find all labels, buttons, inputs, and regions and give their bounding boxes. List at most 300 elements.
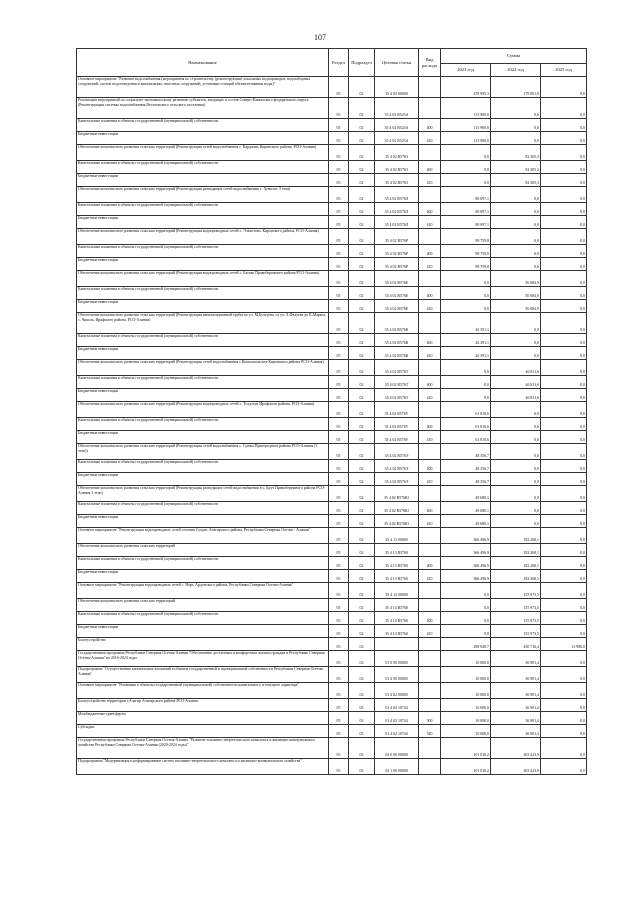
row-name: Бюджетные инвестиции [77, 473, 329, 486]
row-target-article: 35 4 14 R5760 [375, 625, 419, 638]
row-target-article: 35 4 02 R576Л [375, 203, 419, 216]
row-sum-2025: 0,0 [541, 599, 587, 612]
row-target-article: 35 4 02 R576К [375, 313, 419, 334]
row-subsection: 02 [349, 258, 375, 271]
row-sum-2023: 0,0 [441, 360, 491, 376]
row-subsection: 02 [349, 583, 375, 599]
row-sum-2025: 0,0 [541, 271, 587, 287]
row-name: Капитальные вложения в объекты государственной (муниципальной) собственности [77, 334, 329, 347]
row-target-article: 35 4 02 R576Ю [375, 486, 419, 502]
row-subsection: 02 [349, 515, 375, 528]
row-section: 05 [329, 712, 349, 725]
row-name: Капитальные вложения в объекты государственной (муниципальной) собственности [77, 460, 329, 473]
table-row [77, 683, 587, 699]
row-subsection: 02 [349, 502, 375, 515]
row-target-article: 35 4 13 R5760 [375, 557, 419, 570]
table-row [77, 216, 587, 229]
row-expense-type [419, 638, 441, 651]
table-row [77, 245, 587, 258]
row-sum-2023: 478 995,3 [441, 77, 491, 98]
row-sum-2024: 0,0 [491, 444, 541, 460]
row-sum-2025: 0,0 [541, 460, 587, 473]
row-name: Основное мероприятие "Вложения в объекты государственной (муниципальной) собственности капитального и текущего характера" [77, 683, 329, 699]
row-name: Бюджетные инвестиции [77, 625, 329, 638]
row-section: 05 [329, 557, 349, 570]
row-sum-2025: 0,0 [541, 174, 587, 187]
row-sum-2025: 0,0 [541, 444, 587, 460]
table-row [77, 599, 587, 612]
table-row [77, 145, 587, 161]
row-sum-2025: 0,0 [541, 161, 587, 174]
row-name: Межбюджетные трансферты [77, 712, 329, 725]
row-sum-2025: 0,0 [541, 300, 587, 313]
row-sum-2024: 82 305,3 [491, 145, 541, 161]
row-subsection: 02 [349, 402, 375, 418]
row-expense-type: 410 [419, 174, 441, 187]
row-subsection: 03 [349, 667, 375, 683]
row-sum-2023: 113 900,0 [441, 98, 491, 119]
row-section: 05 [329, 271, 349, 287]
row-sum-2024: 155 973,5 [491, 625, 541, 638]
row-sum-2024: 0,0 [491, 418, 541, 431]
row-name: Основное мероприятие "Развитие водоснабжения (мероприятия по строительству (реконструкции) локальных водопроводов, водозаборных сооружений, систем водоотведения и канализации, очистных сооружений, установки станций обезжелезивания воды)" [77, 77, 329, 98]
row-sum-2025: 13 986,0 [541, 638, 587, 651]
row-section: 05 [329, 759, 349, 775]
row-sum-2025: 0,0 [541, 544, 587, 557]
header-sum: Сумма [441, 49, 587, 64]
row-name: Капитальные вложения в объекты государственной (муниципальной) собственности [77, 376, 329, 389]
header-2024: 2024 год [491, 64, 541, 77]
row-section: 05 [329, 313, 349, 334]
row-sum-2023: 10 000,0 [441, 712, 491, 725]
row-expense-type: 400 [419, 502, 441, 515]
row-sum-2025: 0,0 [541, 725, 587, 738]
table-row [77, 570, 587, 583]
row-name: Обеспечение комплексного развития сельских территорий (Реконструкция сетей водоснабжения с. Карджин, Кировского района, РСО-Алания) [77, 145, 329, 161]
row-sum-2025: 0,0 [541, 347, 587, 360]
row-target-article: 35 4 02 R576К [375, 334, 419, 347]
row-expense-type [419, 402, 441, 418]
table-row [77, 418, 587, 431]
row-sum-2024: 0,0 [491, 245, 541, 258]
row-section: 05 [329, 725, 349, 738]
row-name: Капитальные вложения в объекты государственной (муниципальной) собственности [77, 612, 329, 625]
row-name: Обеспечение комплексного развития сельских территорий (Реконструкция разводящих сетей водоснабжения с. Хумалаг, 3 этап) [77, 187, 329, 203]
row-sum-2023: 61 810,6 [441, 418, 491, 431]
table-row [77, 759, 587, 775]
row-target-article: 35 4 02 R576К [375, 347, 419, 360]
row-sum-2024: 203 423,9 [491, 738, 541, 759]
row-sum-2024: 203 423,9 [491, 759, 541, 775]
row-section: 05 [329, 528, 349, 544]
row-target-article: 35 4 02 R576Е [375, 287, 419, 300]
row-target-article: 35 4 02 R576Т [375, 360, 419, 376]
row-expense-type [419, 271, 441, 287]
row-sum-2025: 0,0 [541, 187, 587, 203]
row-subsection: 02 [349, 528, 375, 544]
row-expense-type: 400 [419, 161, 441, 174]
table-row [77, 389, 587, 402]
row-sum-2023: 26 391,1 [441, 347, 491, 360]
row-target-article: 35 4 14 R5760 [375, 612, 419, 625]
row-subsection: 02 [349, 599, 375, 612]
row-sum-2024: 0,0 [491, 431, 541, 444]
table-row [77, 638, 587, 651]
row-name: Обеспечение комплексного развития сельских территорий (Реконструкция сетей водоснабжения с.Комсомольское Кировского района РСО-Алания) [77, 360, 329, 376]
row-sum-2024: 179 801,8 [491, 77, 541, 98]
row-target-article: 35 4 02 R523A [375, 98, 419, 119]
row-subsection: 02 [349, 460, 375, 473]
row-subsection: 03 [349, 651, 375, 667]
row-sum-2023: 49 680,1 [441, 502, 491, 515]
row-section: 05 [329, 245, 349, 258]
row-name: Государственная программа Республики Северная Осетия-Алания "Обеспечение доступным и комфортным жильем граждан в Республике Северная Осетия-Алания" на 2016-2024 годы [77, 651, 329, 667]
row-expense-type: 410 [419, 347, 441, 360]
row-sum-2023: 0,0 [441, 625, 491, 638]
row-sum-2023: 0,0 [441, 599, 491, 612]
header-2023: 2023 год [441, 64, 491, 77]
row-sum-2023: 0,0 [441, 287, 491, 300]
row-section: 05 [329, 667, 349, 683]
row-subsection: 03 [349, 638, 375, 651]
row-section: 05 [329, 612, 349, 625]
row-target-article: 35 4 02 R576У [375, 431, 419, 444]
header-expense-type: Вид расхода [419, 49, 441, 77]
row-sum-2024: 0,0 [491, 98, 541, 119]
row-target-article: 35 4 02 R576Р [375, 258, 419, 271]
row-sum-2025: 0,0 [541, 258, 587, 271]
row-sum-2023: 101 010,2 [441, 759, 491, 775]
row-section: 05 [329, 360, 349, 376]
row-sum-2025: 0,0 [541, 389, 587, 402]
row-section: 05 [329, 502, 349, 515]
row-section: 05 [329, 187, 349, 203]
row-section: 05 [329, 599, 349, 612]
row-sum-2023: 10 000,0 [441, 683, 491, 699]
row-name: Благоустройство территории г.Алагир Алагирского района РСО-Алания [77, 699, 329, 712]
row-section: 05 [329, 738, 349, 759]
row-expense-type [419, 187, 441, 203]
row-section: 05 [329, 174, 349, 187]
row-expense-type [419, 699, 441, 712]
table-row [77, 376, 587, 389]
row-target-article: 35 4 02 R576Л [375, 187, 419, 203]
budget-table [76, 48, 587, 775]
row-sum-2025: 0,0 [541, 245, 587, 258]
row-name: Капитальные вложения в объекты государственной (муниципальной) собственности [77, 245, 329, 258]
row-sum-2025: 0,0 [541, 119, 587, 132]
row-expense-type: 400 [419, 334, 441, 347]
row-subsection: 03 [349, 699, 375, 712]
row-target-article: 35 4 14 00000 [375, 583, 419, 599]
row-name: Реализация мероприятий по социально-экономическому развитию субъектов, входящих в состав Северо-Кавказского федерального округа (Реконструкция системы водоснабжения Веселовского сельского поселения) [77, 98, 329, 119]
row-section: 05 [329, 161, 349, 174]
row-expense-type: 410 [419, 132, 441, 145]
table-row [77, 313, 587, 334]
row-sum-2024: 155 973,5 [491, 612, 541, 625]
row-sum-2025: 0,0 [541, 738, 587, 759]
row-name: Подпрограмма "Осуществление капитальных вложений в объекты государственной и муниципальной собственности Республики Северная Осетия-Алания" [77, 667, 329, 683]
table-row [77, 402, 587, 418]
row-name: Обеспечение комплексного развития сельских территорий (Реконструкция канализационной трубы по ул. М.Булгуева, от ул. А.Фадеева до К.Маркса, с. Чикола, Ирафского района, РСО-Алания) [77, 313, 329, 334]
row-sum-2024: 182 268,1 [491, 544, 541, 557]
row-name: Бюджетные инвестиции [77, 258, 329, 271]
row-sum-2024: 0,0 [491, 203, 541, 216]
row-expense-type: 400 [419, 612, 441, 625]
row-name: Бюджетные инвестиции [77, 347, 329, 360]
row-name: Капитальные вложения в объекты государственной (муниципальной) собственности [77, 203, 329, 216]
row-subsection: 02 [349, 132, 375, 145]
row-name: Обеспечение комплексного развития сельских территорий (Реконструкция водопроводных сетей с. Батако Правобережного района РСО-Алания) [77, 271, 329, 287]
table-row [77, 431, 587, 444]
row-name: Бюджетные инвестиции [77, 431, 329, 444]
table-row [77, 612, 587, 625]
row-subsection: 02 [349, 77, 375, 98]
row-target-article: 35 4 02 00000 [375, 77, 419, 98]
row-subsection: 02 [349, 334, 375, 347]
row-expense-type: 500 [419, 712, 441, 725]
row-section: 05 [329, 515, 349, 528]
row-expense-type [419, 683, 441, 699]
row-sum-2025: 0,0 [541, 612, 587, 625]
row-target-article: 02 1 00 00000 [375, 759, 419, 775]
row-sum-2023: 0,0 [441, 145, 491, 161]
table-row [77, 502, 587, 515]
row-subsection: 02 [349, 444, 375, 460]
row-expense-type [419, 651, 441, 667]
row-sum-2024: 36 901,4 [491, 725, 541, 738]
table-row [77, 334, 587, 347]
row-sum-2025: 0,0 [541, 77, 587, 98]
row-sum-2023: 366 496,9 [441, 557, 491, 570]
row-subsection: 02 [349, 431, 375, 444]
row-name: Капитальные вложения в объекты государственной (муниципальной) собственности [77, 119, 329, 132]
row-name: Основное мероприятие "Реконструкция водопроводных сетей селения Суадаг, Алагирского района, Республики Северная Осетия - Алания" [77, 528, 329, 544]
row-section: 05 [329, 287, 349, 300]
row-sum-2024: 0,0 [491, 460, 541, 473]
row-section: 05 [329, 145, 349, 161]
row-target-article: 35 4 02 R5763 [375, 161, 419, 174]
row-sum-2024: 450 716,4 [491, 638, 541, 651]
row-expense-type [419, 528, 441, 544]
row-section: 05 [329, 334, 349, 347]
row-expense-type: 410 [419, 431, 441, 444]
row-sum-2024: 46 811,6 [491, 376, 541, 389]
row-expense-type [419, 145, 441, 161]
row-name: Обеспечение комплексного развития сельских территорий [77, 544, 329, 557]
table-row [77, 300, 587, 313]
row-sum-2023: 48 356,7 [441, 444, 491, 460]
row-expense-type: 400 [419, 119, 441, 132]
row-target-article: 35 4 02 R576Э [375, 444, 419, 460]
row-sum-2023: 48 356,7 [441, 460, 491, 473]
row-expense-type: 400 [419, 460, 441, 473]
row-target-article: 35 4 02 R576Т [375, 389, 419, 402]
header-name: Наименование [77, 49, 329, 77]
row-name: Бюджетные инвестиции [77, 132, 329, 145]
row-sum-2023: 366 496,9 [441, 544, 491, 557]
row-sum-2025: 0,0 [541, 98, 587, 119]
table-row [77, 725, 587, 738]
table-row [77, 486, 587, 502]
row-expense-type: 400 [419, 557, 441, 570]
row-sum-2023: 49 680,1 [441, 515, 491, 528]
row-expense-type [419, 738, 441, 759]
row-subsection: 02 [349, 119, 375, 132]
row-expense-type: 410 [419, 473, 441, 486]
row-sum-2023: 61 810,6 [441, 402, 491, 418]
row-section: 05 [329, 638, 349, 651]
row-subsection: 02 [349, 389, 375, 402]
row-subsection: 03 [349, 725, 375, 738]
row-name: Капитальные вложения в объекты государственной (муниципальной) собственности [77, 557, 329, 570]
row-name: Субсидии [77, 725, 329, 738]
table-row [77, 174, 587, 187]
row-sum-2024: 0,0 [491, 334, 541, 347]
row-target-article: 35 4 02 R576Е [375, 271, 419, 287]
row-sum-2023: 0,0 [441, 583, 491, 599]
row-sum-2025: 0,0 [541, 651, 587, 667]
row-sum-2025: 0,0 [541, 583, 587, 599]
row-expense-type [419, 229, 441, 245]
row-sum-2025: 0,0 [541, 313, 587, 334]
row-sum-2023: 0,0 [441, 376, 491, 389]
row-expense-type [419, 599, 441, 612]
row-sum-2023: 10 000,0 [441, 725, 491, 738]
row-subsection: 02 [349, 486, 375, 502]
row-name: Благоустройство [77, 638, 329, 651]
row-section: 05 [329, 570, 349, 583]
table-row [77, 473, 587, 486]
row-sum-2024: 36 901,4 [491, 699, 541, 712]
row-name: Бюджетные инвестиции [77, 515, 329, 528]
row-target-article: 35 4 02 R576У [375, 402, 419, 418]
row-expense-type [419, 98, 441, 119]
row-sum-2024: 36 901,4 [491, 683, 541, 699]
row-sum-2025: 0,0 [541, 473, 587, 486]
row-target-article: 35 4 14 R5760 [375, 599, 419, 612]
row-target-article: 01 4 02 10744 [375, 699, 419, 712]
row-name: Подпрограмма "Модернизация и реформирование систем топливно-энергетического комплекса и жилищно-коммунального хозяйства" [77, 759, 329, 775]
table-row [77, 699, 587, 712]
row-sum-2023: 80 097,1 [441, 216, 491, 229]
row-sum-2023: 0,0 [441, 612, 491, 625]
row-sum-2023: 10 000,0 [441, 651, 491, 667]
row-subsection: 02 [349, 271, 375, 287]
row-sum-2024: 0,0 [491, 258, 541, 271]
row-sum-2025: 0,0 [541, 712, 587, 725]
row-subsection: 02 [349, 161, 375, 174]
row-subsection: 02 [349, 473, 375, 486]
table-row [77, 161, 587, 174]
row-section: 05 [329, 460, 349, 473]
row-subsection: 02 [349, 418, 375, 431]
row-sum-2024: 0,0 [491, 515, 541, 528]
header-section: Раздел [329, 49, 349, 77]
row-sum-2024: 155 973,5 [491, 583, 541, 599]
row-sum-2025: 0,0 [541, 683, 587, 699]
row-subsection: 02 [349, 347, 375, 360]
table-row [77, 258, 587, 271]
row-sum-2024: 0,0 [491, 313, 541, 334]
row-sum-2025: 0,0 [541, 203, 587, 216]
row-sum-2025: 0,0 [541, 515, 587, 528]
table-row [77, 77, 587, 98]
row-sum-2025: 0,0 [541, 360, 587, 376]
row-expense-type [419, 444, 441, 460]
row-subsection: 02 [349, 245, 375, 258]
row-section: 05 [329, 651, 349, 667]
row-target-article: 35 4 02 R523A [375, 119, 419, 132]
row-sum-2025: 0,0 [541, 402, 587, 418]
row-subsection: 03 [349, 712, 375, 725]
row-section: 05 [329, 389, 349, 402]
row-section: 05 [329, 544, 349, 557]
table-row [77, 229, 587, 245]
row-sum-2025: 0,0 [541, 229, 587, 245]
row-sum-2023: 113 900,0 [441, 132, 491, 145]
table-row [77, 287, 587, 300]
table-row [77, 651, 587, 667]
row-expense-type [419, 360, 441, 376]
row-sum-2025: 0,0 [541, 667, 587, 683]
row-target-article: 35 4 02 R576Е [375, 300, 419, 313]
row-name: Обеспечение комплексного развития сельских территорий (Реконструкция водопроводных сетей с. Эльхотово, Кировского района, РСО-Алания) [77, 229, 329, 245]
row-expense-type: 410 [419, 300, 441, 313]
table-row [77, 203, 587, 216]
row-expense-type: 520 [419, 725, 441, 738]
row-expense-type [419, 486, 441, 502]
table-header [77, 49, 587, 77]
row-sum-2024: 50 684,9 [491, 300, 541, 313]
row-target-article: 01 4 02 10744 [375, 725, 419, 738]
table-row [77, 667, 587, 683]
row-target-article: 35 4 02 R576У [375, 418, 419, 431]
row-name: Капитальные вложения в объекты государственной (муниципальной) собственности [77, 418, 329, 431]
row-sum-2023: 298 048,7 [441, 638, 491, 651]
row-target-article: 35 4 02 R576Э [375, 473, 419, 486]
row-subsection: 02 [349, 313, 375, 334]
header-target-article: Целевая статья [375, 49, 419, 77]
row-sum-2024: 36 901,4 [491, 712, 541, 725]
row-name: Бюджетные инвестиции [77, 300, 329, 313]
row-expense-type: 400 [419, 245, 441, 258]
row-subsection: 03 [349, 738, 375, 759]
row-target-article: 35 4 02 R576Ю [375, 515, 419, 528]
row-target-article: 01 4 00 00000 [375, 667, 419, 683]
row-target-article: 35 4 02 R576Р [375, 229, 419, 245]
row-subsection: 02 [349, 98, 375, 119]
row-sum-2025: 0,0 [541, 570, 587, 583]
row-sum-2025: 0,0 [541, 625, 587, 638]
row-sum-2023: 0,0 [441, 271, 491, 287]
row-subsection: 02 [349, 570, 375, 583]
row-sum-2023: 0,0 [441, 161, 491, 174]
row-target-article: 02 0 00 00000 [375, 738, 419, 759]
row-sum-2025: 0,0 [541, 334, 587, 347]
row-name: Бюджетные инвестиции [77, 216, 329, 229]
table-row [77, 460, 587, 473]
row-sum-2024: 0,0 [491, 229, 541, 245]
row-subsection: 02 [349, 612, 375, 625]
row-sum-2024: 0,0 [491, 132, 541, 145]
row-sum-2024: 50 684,9 [491, 287, 541, 300]
table-row [77, 625, 587, 638]
row-section: 05 [329, 98, 349, 119]
table-row [77, 132, 587, 145]
row-target-article: 35 4 02 R5763 [375, 174, 419, 187]
table-row [77, 557, 587, 570]
